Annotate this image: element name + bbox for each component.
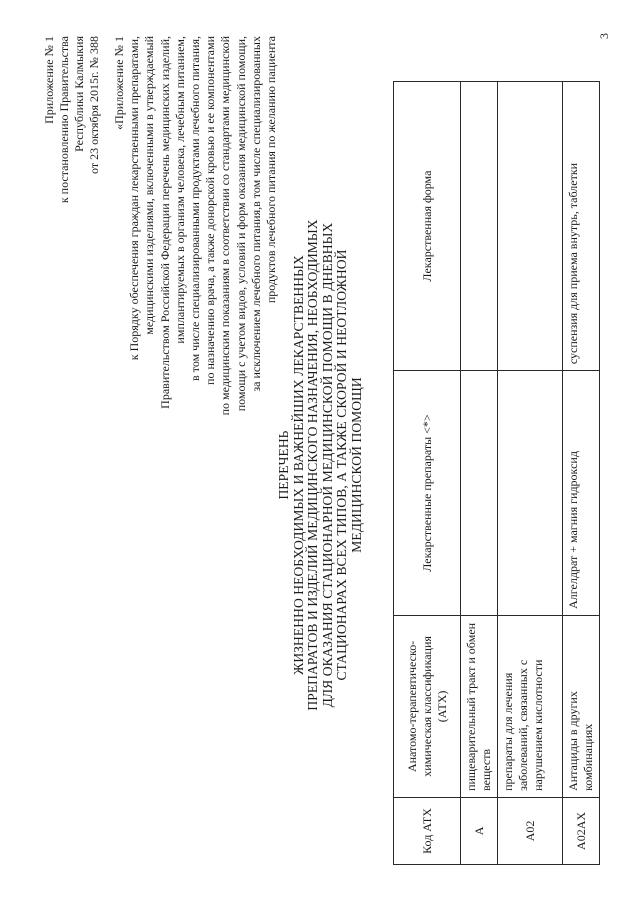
table-row bbox=[461, 82, 498, 865]
procedure-line: к Порядку обеспечения граждан лекарственными препаратами, bbox=[127, 36, 142, 361]
cell-classification: Антациды в других комбинациях bbox=[563, 615, 600, 797]
procedure-line: в том числе специализированными продуктами лечебного питания, bbox=[188, 36, 203, 381]
procedure-line: продуктов лечебного питания по желанию пациента bbox=[264, 36, 279, 304]
header-medicines: Лекарственные препараты <*> bbox=[394, 371, 461, 616]
cell-medicine bbox=[498, 371, 563, 616]
cell-atc-code: А02АХ bbox=[563, 797, 600, 864]
appendix-procedure-header bbox=[112, 36, 279, 556]
procedure-line: медицинскими изделиями, включенными в утверждаемый bbox=[142, 36, 157, 335]
header-atc-classification: Анатомо-терапевтическо-химическая классификация (АТХ) bbox=[394, 615, 461, 797]
procedure-line: за исключением лечебного питания,в том числе специализированных bbox=[248, 36, 263, 392]
table-header-row bbox=[394, 82, 461, 865]
title-line: ПРЕПАРАТОВ И ИЗДЕЛИЙ МЕДИЦИНСКОГО НАЗНАЧЕНИЯ, НЕОБХОДИМЫХ bbox=[305, 219, 321, 711]
title-line: ДЛЯ ОКАЗАНИЯ СТАЦИОНАРНОЙ МЕДИЦИНСКОЙ ПОМОЩИ В ДНЕВНЫХ bbox=[319, 222, 335, 708]
cell-form bbox=[461, 82, 498, 371]
procedure-line: «Приложение № 1 bbox=[112, 36, 126, 130]
procedure-line: имплантируемых в организм человека, лечебным питанием, bbox=[172, 36, 187, 344]
header-atc-code: Код АТХ bbox=[394, 797, 461, 864]
cell-atc-code: А02 bbox=[498, 797, 563, 864]
cell-classification: препараты для лечения заболеваний, связанных с нарушением кислотности bbox=[498, 615, 563, 797]
appendix-1-line: Приложение № 1 bbox=[42, 36, 56, 124]
table-row bbox=[563, 82, 600, 865]
cell-medicine: Алгелдрат + магния гидроксид bbox=[563, 371, 600, 616]
appendix-1-line: к постановлению Правительства bbox=[57, 36, 71, 204]
procedure-line: по медицинским показаниям в соответствии со стандартами медицинской bbox=[218, 36, 233, 416]
page-number: 3 bbox=[597, 33, 611, 39]
title-line: ЖИЗНЕННО НЕОБХОДИМЫХ И ВАЖНЕЙШИХ ЛЕКАРСТВЕННЫХ bbox=[290, 255, 306, 675]
cell-medicine bbox=[461, 371, 498, 616]
title-line: МЕДИЦИНСКОЙ ПОМОЩИ bbox=[348, 377, 364, 553]
title-line: ПЕРЕЧЕНЬ bbox=[276, 430, 291, 500]
appendix-1-header bbox=[42, 36, 102, 396]
medicines-table bbox=[393, 81, 600, 865]
title-line: СТАЦИОНАРАХ ВСЕХ ТИПОВ, А ТАКЖЕ СКОРОЙ И НЕОТЛОЖНОЙ bbox=[334, 249, 350, 681]
document-title bbox=[277, 205, 365, 725]
procedure-line: помощи с учетом видов, условий и форм оказания медицинской помощи, bbox=[233, 36, 248, 412]
appendix-1-line: Республики Калмыкия bbox=[72, 36, 86, 152]
cell-form: суспензия для приема внутрь, таблетки bbox=[563, 82, 600, 371]
appendix-1-line: от 23 октября 2015г. № 388 bbox=[87, 36, 101, 175]
cell-atc-code: А bbox=[461, 797, 498, 864]
table-row bbox=[498, 82, 563, 865]
procedure-line: Правительством Российской Федерации перечень медицинских изделий, bbox=[157, 36, 172, 409]
cell-classification: пищеварительный тракт и обмен веществ bbox=[461, 615, 498, 797]
procedure-line: по назначению врача, а также донорской кровью и ее компонентами bbox=[203, 36, 218, 385]
cell-form bbox=[498, 82, 563, 371]
header-dosage-form: Лекарственная форма bbox=[394, 82, 461, 371]
